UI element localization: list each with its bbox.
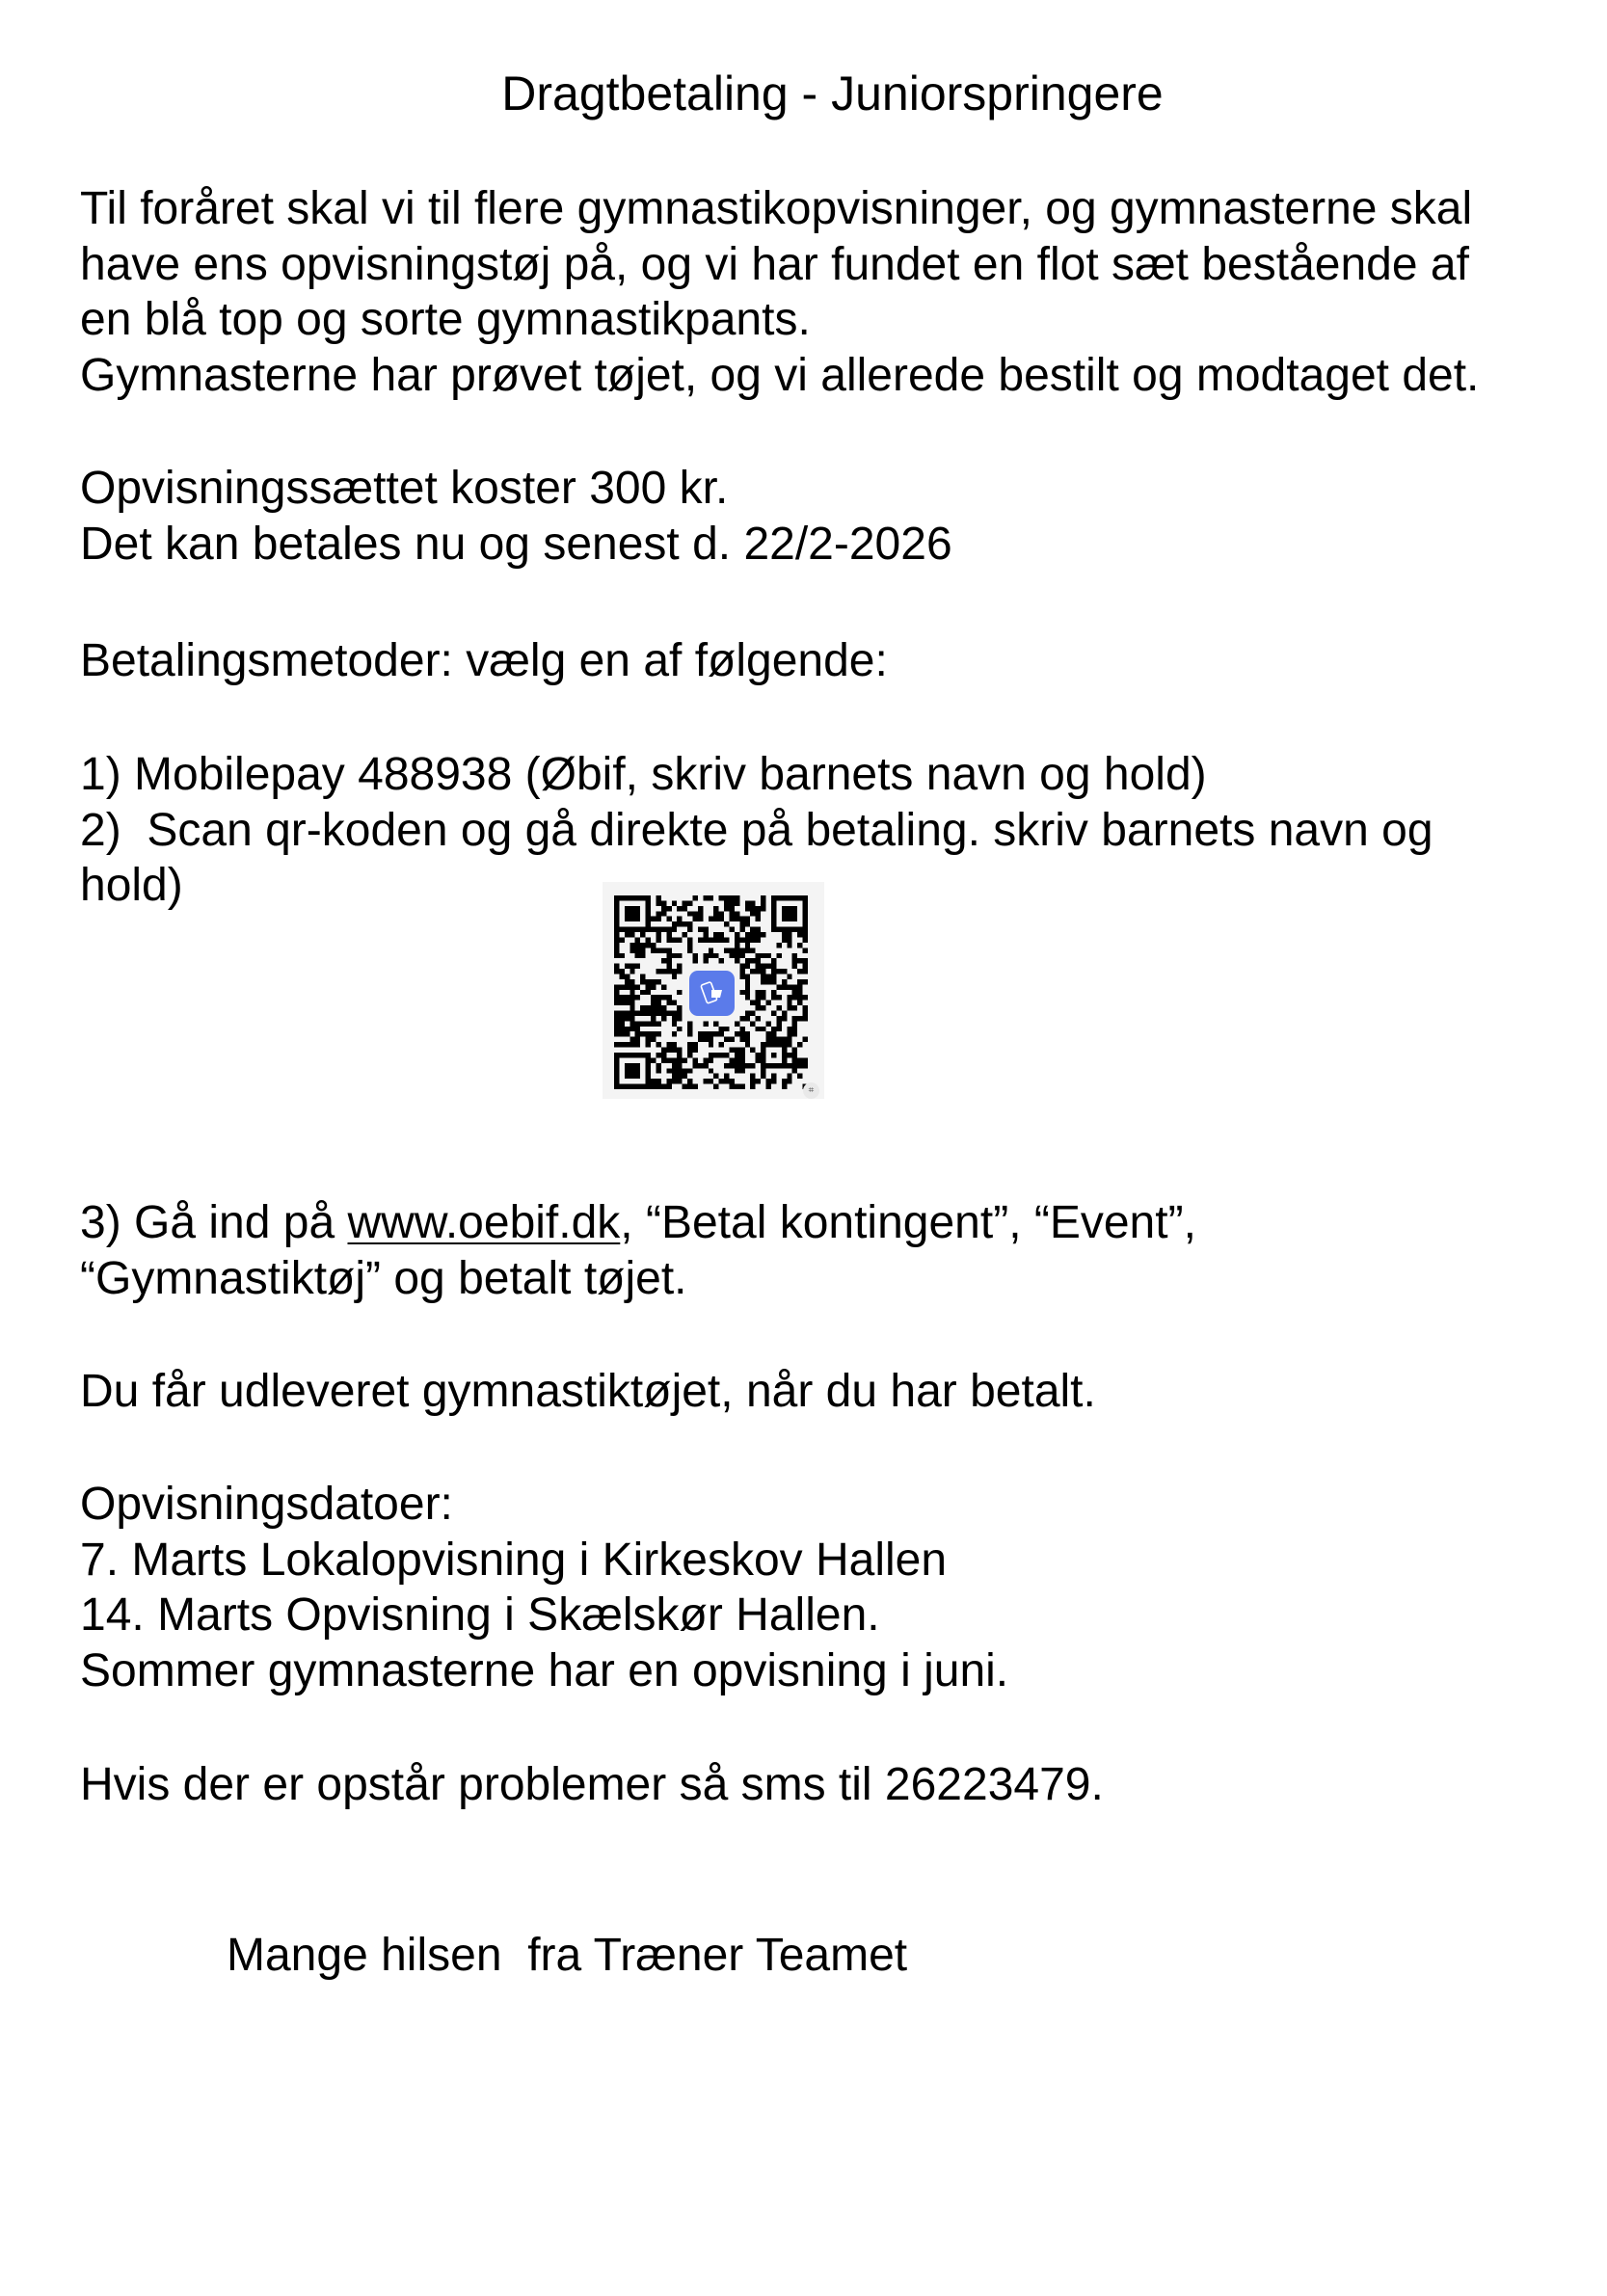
qr-code[interactable] bbox=[603, 882, 824, 1099]
signoff bbox=[227, 1928, 907, 1984]
show-date-item: 7. Marts Lokalopvisning i Kirkeskov Hallen bbox=[80, 1534, 948, 1586]
price-line: Opvisningssættet koster 300 kr. bbox=[80, 463, 729, 514]
contact-note bbox=[80, 1757, 1104, 1813]
payment-methods-heading bbox=[80, 633, 888, 689]
scan-icon[interactable]: ⌗ bbox=[803, 1082, 819, 1099]
intro-line: en blå top og sorte gymnastikpants. bbox=[80, 294, 811, 345]
website-link[interactable]: www.oebif.dk bbox=[347, 1197, 621, 1248]
method-website-suffix: , “Betal kontingent”, “Event”, bbox=[620, 1197, 1196, 1248]
show-dates-heading: Opvisningsdatoer: bbox=[80, 1479, 453, 1530]
intro-line: Gymnasterne har prøvet tøjet, og vi allerede bestilt og modtaget det. bbox=[80, 349, 1480, 401]
handover-note bbox=[80, 1364, 1096, 1420]
method-mobilepay: 1) Mobilepay 488938 (Øbif, skriv barnets navn og hold) bbox=[80, 749, 1207, 800]
document-title: Dragtbetaling - Juniorspringere bbox=[501, 67, 1164, 120]
method-qr-line: 2) Scan qr-koden og gå direkte på betaling. skriv barnets navn og bbox=[80, 804, 1433, 856]
handover-note-text: Du får udleveret gymnastiktøjet, når du har betalt. bbox=[80, 1366, 1096, 1417]
show-dates bbox=[80, 1477, 1008, 1698]
show-date-item: Sommer gymnasterne har en opvisning i juni. bbox=[80, 1644, 1009, 1696]
method-website bbox=[80, 1195, 1196, 1306]
intro-paragraph bbox=[80, 181, 1479, 403]
signoff-text: Mange hilsen fra Træner Teamet bbox=[227, 1930, 908, 1981]
method-website-line-2: “Gymnastiktøj” og betalt tøjet. bbox=[80, 1252, 687, 1304]
contact-note-text: Hvis der er opstår problemer så sms til 26223479. bbox=[80, 1759, 1104, 1810]
deadline-line: Det kan betales nu og senest d. 22/2-2026 bbox=[80, 518, 952, 570]
intro-line: Til foråret skal vi til flere gymnastikopvisninger, og gymnasterne skal bbox=[80, 183, 1473, 234]
mobilepay-logo-icon bbox=[689, 971, 735, 1016]
intro-line: have ens opvisningstøj på, og vi har fundet en flot sæt bestående af bbox=[80, 238, 1469, 290]
method-qr-line: hold) bbox=[80, 860, 183, 911]
price-paragraph bbox=[80, 461, 952, 572]
payment-methods-heading-text: Betalingsmetoder: vælg en af følgende: bbox=[80, 635, 888, 686]
method-website-prefix: 3) Gå ind på bbox=[80, 1197, 348, 1248]
show-date-item: 14. Marts Opvisning i Skælskør Hallen. bbox=[80, 1589, 880, 1641]
